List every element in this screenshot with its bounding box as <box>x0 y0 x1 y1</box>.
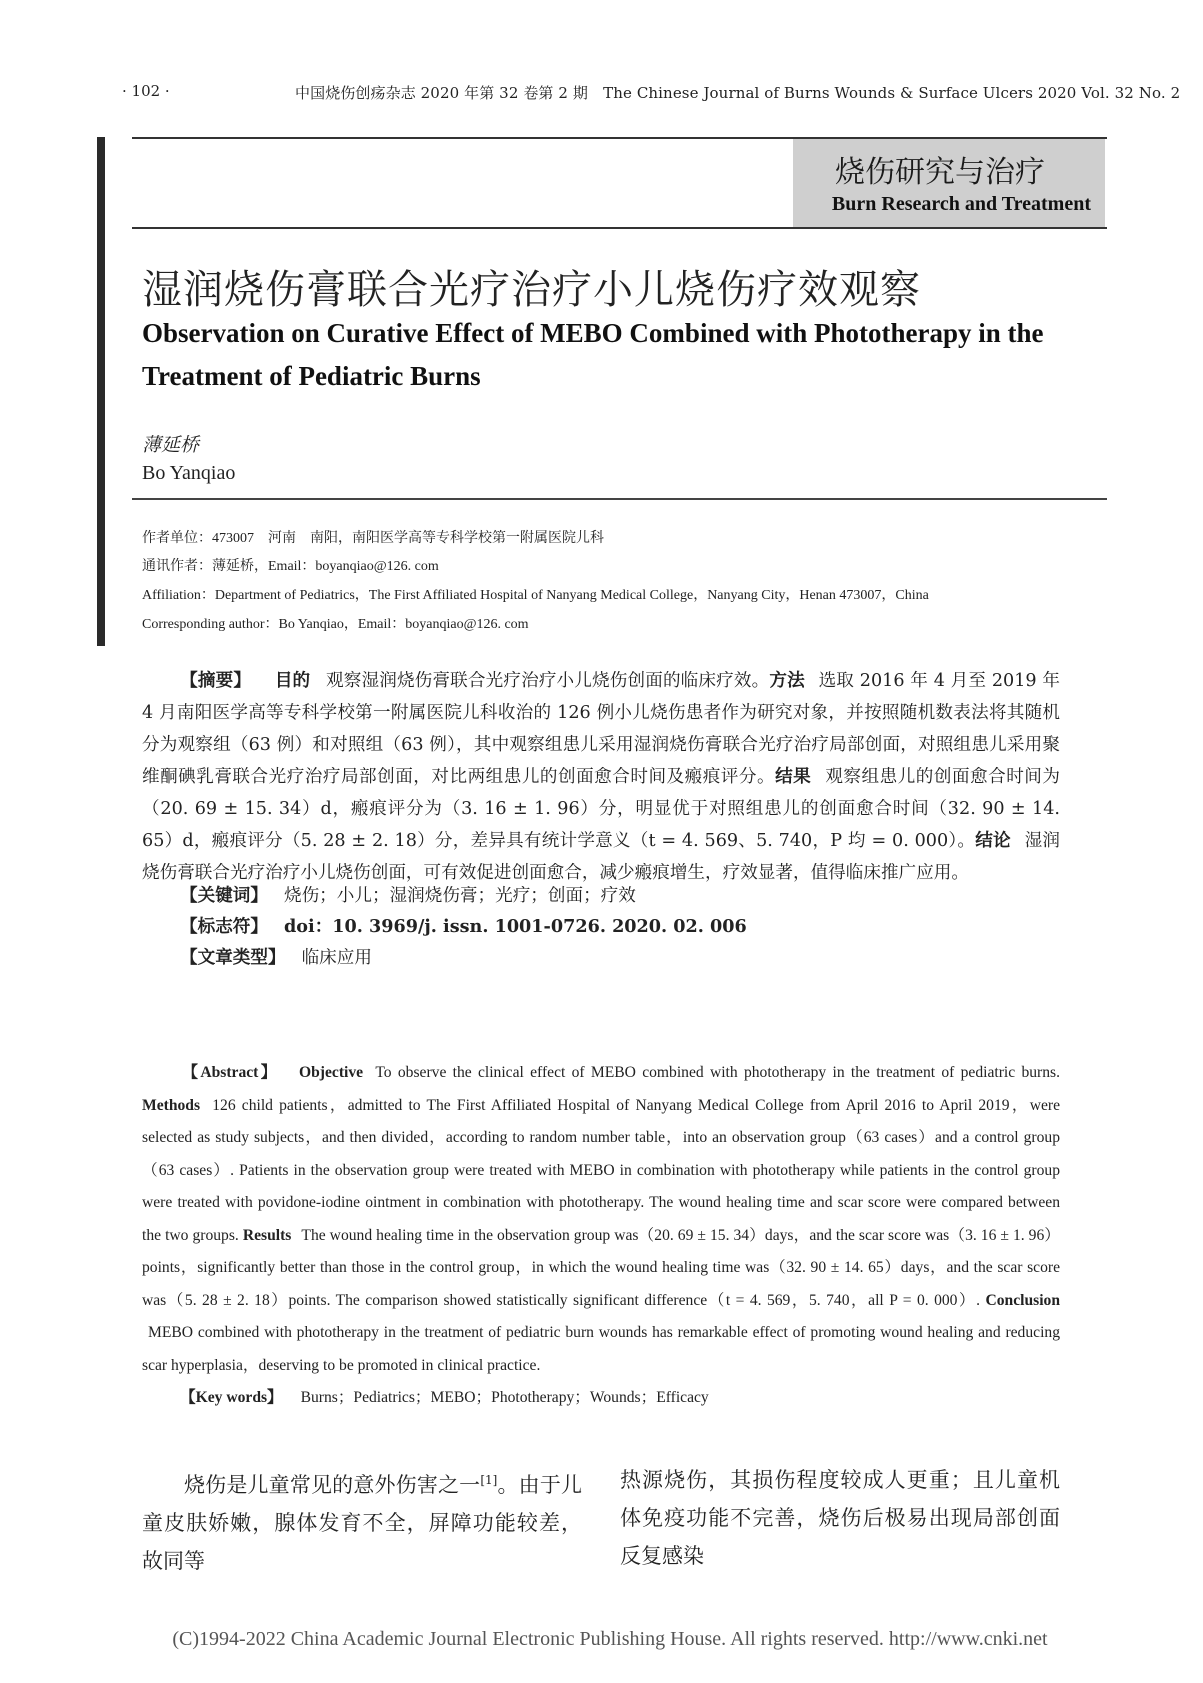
corresponding-en: Corresponding author：Bo Yanqiao，Email：boyanqiao@126. com <box>142 617 529 632</box>
abstract-cn <box>142 665 1060 889</box>
doi-value: doi：10. 3969/j. issn. 1001-0726. 2020. 02. 006 <box>283 916 747 937</box>
doi-label: 【标志符】 <box>180 916 268 937</box>
keywords-en-label: 【Key words】 <box>180 1389 283 1406</box>
objective-label-en: Objective <box>299 1064 364 1081</box>
objective-text-en: To observe the clinical effect of MEBO combined with phototherapy in the treatment of pediatric burns. <box>375 1064 1061 1081</box>
body-column-left <box>142 1461 582 1580</box>
corresponding-cn: 通讯作者：薄延桥，Email：boyanqiao@126. com <box>142 559 439 574</box>
conclusion-text-en: MEBO combined with phototherapy in the treatment of pediatric burn wounds has remarkable effect of promoting wound healing and reducing scar hyperplasia，deserving to be promoted in clinical practice. <box>142 1324 1060 1374</box>
objective-label-cn: 目的 <box>274 670 311 691</box>
page-number: · 102 · <box>122 82 170 100</box>
conclusion-label-en: Conclusion <box>985 1291 1060 1309</box>
objective-text-cn: 观察湿润烧伤膏联合光疗治疗小儿烧伤创面的临床疗效。 <box>326 671 770 691</box>
keywords-cn <box>180 882 636 907</box>
section-label-box <box>793 139 1105 227</box>
conclusion-label-cn: 结论 <box>975 830 1011 851</box>
abstract-en-label: 【Abstract】 <box>180 1064 279 1081</box>
conclusion-text-cn: 湿润烧伤膏联合光疗治疗小儿烧伤创面，可有效促进创面愈合，减少瘢痕增生，疗效显著，值得临床推广应用。 <box>142 831 1061 883</box>
section-title-en: Burn Research and Treatment <box>831 193 1091 215</box>
results-label-en: Results <box>242 1226 292 1244</box>
methods-text-en: 126 child patients，admitted to The First Affiliated Hospital of Nanyang Medical College from April 2016 to April 2019，were selected as study subjects，and then divided，according to random number table，into an observation group（63 cases）and a control group（63 cases）. Patients in the observation group were treated with MEBO in combination with phototherapy while patients in the control group were treated with povidone-iodine ointment in combination with phototherapy. The wound healing time and scar score were compared between the two groups. <box>142 1096 1060 1244</box>
body-column-right: 热源烧伤，其损伤程度较成人更重；且儿童机体免疫功能不完善，烧伤后极易出现局部创面反复感染 <box>620 1468 1060 1568</box>
results-label-cn: 结果 <box>775 766 812 787</box>
results-text-cn: 观察组患儿的创面愈合时间为（20. 69 ± 15. 34）d，瘢痕评分为（3. 16 ± 1. 96）分，明显优于对照组患儿的创面愈合时间（32. 90 ± 14. 65）d，瘢痕评分（5. 28 ± 2. 18）分，差异具有统计学意义（t = 4. 569、5. 740，P 均 = 0. 000）。 <box>142 767 1060 851</box>
keywords-en-value: Burns；Pediatrics；MEBO；Phototherapy；Wounds；Efficacy <box>300 1389 709 1406</box>
citation-ref[interactable]: [1] <box>480 1473 498 1487</box>
methods-label-en: Methods <box>142 1096 201 1114</box>
journal-header: 中国烧伤创疡杂志 2020 年第 32 卷第 2 期 The Chinese Journal of Burns Wounds & Surface Ulcers 2020 Vol. 32 No. 2 <box>295 84 1181 102</box>
author-name-cn: 薄延桥 <box>142 434 200 456</box>
author-rule <box>132 498 1107 500</box>
affiliation-cn: 作者单位：473007 河南 南阳，南阳医学高等专科学校第一附属医院儿科 <box>142 531 604 546</box>
article-title-en: Observation on Curative Effect of MEBO Combined with Phototherapy in the Treatment of Pediatric Burns <box>142 318 1044 391</box>
doi-line <box>180 913 747 938</box>
results-text-en: The wound healing time in the observation group was（20. 69 ± 15. 34）days，and the scar score was（3. 16 ± 1. 96）points，significantly better than those in the control group，in which the wound healing time was（32. 90 ± 14. 65）days，and the scar score was（5. 28 ± 2. 18）points. The comparison showed statistically significant difference（t = 4. 569，5. 740，all P = 0. 000）. <box>142 1226 1060 1309</box>
body-text-left-b: 。由于儿童皮肤娇嫩，腺体发育不全，屏障功能较差，故同等 <box>142 1473 583 1573</box>
author-name-en: Bo Yanqiao <box>142 462 236 484</box>
section-title-cn: 烧伤研究与治疗 <box>835 155 1045 190</box>
left-margin-bar <box>97 137 105 646</box>
body-text-left-a: 烧伤是儿童常见的意外伤害之一 <box>184 1473 481 1497</box>
copyright-footer: (C)1994-2022 China Academic Journal Electronic Publishing House. All rights reserved. http://www.cnki.net <box>172 1628 1048 1650</box>
article-type <box>180 944 372 969</box>
methods-text-cn: 选取 2016 年 4 月至 2019 年 4 月南阳医学高等专科学校第一附属医院儿科收治的 126 例小儿烧伤患者作为研究对象，并按照随机数表法将其随机分为观察组（63 例）和对照组（63 例），其中观察组患儿采用湿润烧伤膏联合光疗治疗局部创面，对照组患儿采用聚维酮碘乳膏联合光疗治疗局部创面，对比两组患儿的创面愈合时间及瘢痕评分。 <box>142 671 1060 787</box>
article-type-label: 【文章类型】 <box>180 947 286 968</box>
section-rule <box>132 227 1107 229</box>
article-title-cn: 湿润烧伤膏联合光疗治疗小儿烧伤疗效观察 <box>142 267 921 313</box>
abstract-cn-label: 【摘要】 <box>180 670 252 691</box>
methods-label-cn: 方法 <box>769 670 805 691</box>
keywords-cn-label: 【关键词】 <box>180 885 268 906</box>
abstract-en <box>142 1057 1060 1415</box>
affiliation-en: Affiliation：Department of Pediatrics，The First Affiliated Hospital of Nanyang Medical College，Nanyang City，Henan 473007，China <box>142 588 929 603</box>
keywords-cn-value: 烧伤；小儿；湿润烧伤膏；光疗；创面；疗效 <box>283 886 636 906</box>
article-type-value: 临床应用 <box>301 948 372 968</box>
